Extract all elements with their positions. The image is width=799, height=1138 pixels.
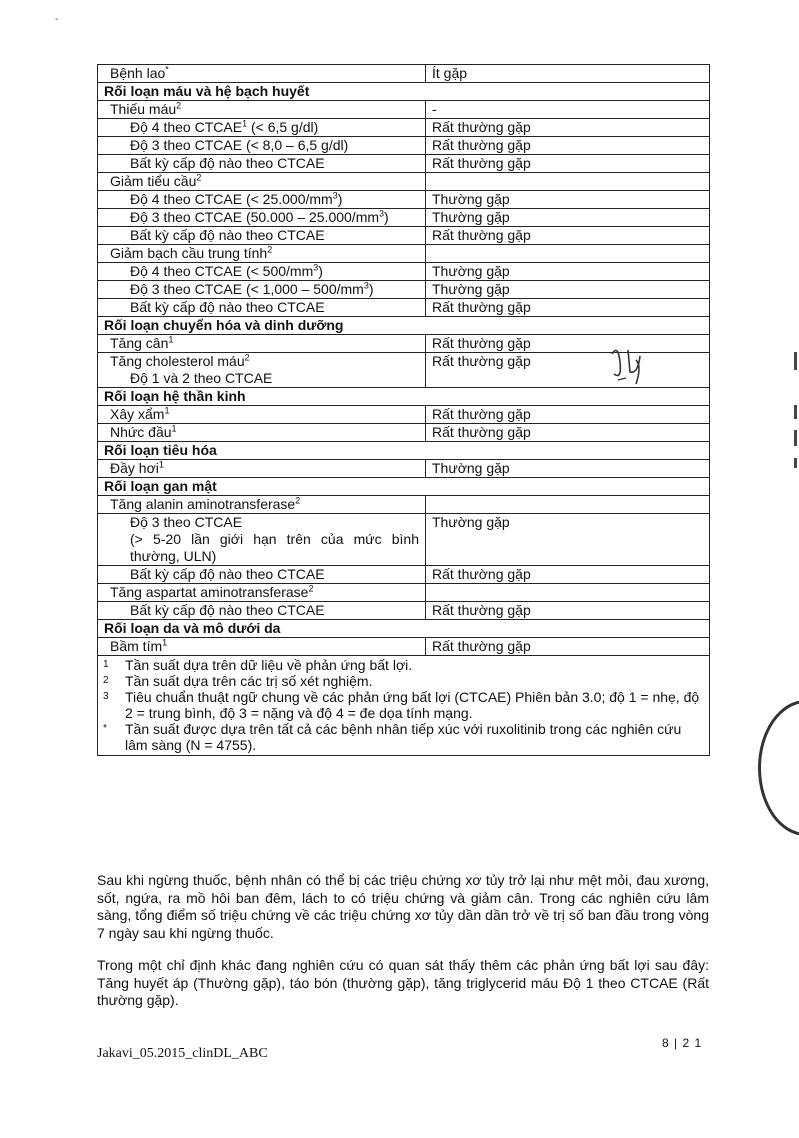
frequency-cell: Rất thường gặp	[426, 155, 710, 173]
reaction-label-text: Tăng alanin aminotransferase	[110, 496, 296, 512]
footnote-text: Tần suất dựa trên dữ liệu về phản ứng bất lợi.	[125, 657, 413, 673]
table-row	[98, 119, 710, 137]
handwritten-signature	[606, 340, 666, 390]
frequency-cell: Rất thường gặp	[426, 119, 710, 137]
reaction-label-text: Đầy hơi	[110, 460, 159, 476]
frequency-cell: Rất thường gặp	[426, 137, 710, 155]
reaction-label	[98, 263, 426, 281]
table-row	[98, 584, 710, 602]
adverse-reactions-table	[97, 64, 710, 756]
frequency-cell: Ít gặp	[426, 65, 710, 83]
section-heading: Rối loạn hệ thần kinh	[98, 388, 710, 406]
reaction-label	[98, 101, 426, 119]
table-row	[98, 281, 710, 299]
footnote-ref: 2	[196, 172, 202, 183]
reaction-label-suffix: )	[384, 209, 389, 225]
frequency-cell: Thường gặp	[426, 460, 710, 478]
table-row	[98, 173, 710, 191]
footnote-ref: 1	[168, 334, 174, 345]
paragraph-other-indication: Trong một chỉ định khác đang nghiên cứu có quan sát thấy thêm các phản ứng bất lợi sau đây: Tăng huyết áp (Thường gặp), táo bón (thường gặp), tăng triglycerid máu Độ 1 theo CTCAE (Rất thường gặp).	[97, 957, 709, 1008]
document-id: Jakavi_05.2015_clinDL_ABC	[97, 1046, 268, 1061]
section-row	[98, 388, 710, 406]
reaction-label	[98, 514, 426, 566]
section-heading: Rối loạn máu và hệ bạch huyết	[98, 83, 710, 101]
reaction-label	[98, 566, 426, 584]
footnote-ref: 3	[332, 190, 338, 201]
stamp-seal	[758, 700, 799, 836]
reaction-label	[98, 281, 426, 299]
footnote-ref: 2	[244, 352, 250, 363]
table-body	[98, 65, 710, 756]
frequency-cell	[426, 245, 710, 263]
section-row	[98, 83, 710, 101]
footnote	[100, 689, 705, 721]
table-row	[98, 424, 710, 442]
footnotes	[98, 656, 710, 756]
reaction-label-suffix: )	[368, 281, 374, 297]
reaction-sublabel: (> 5-20 lần giới hạn trên của mức bình thường, ULN)	[130, 531, 419, 564]
section-heading: Rối loạn gan mật	[98, 478, 710, 496]
frequency-cell: Rất thường gặp	[426, 227, 710, 245]
scan-edge-mark	[794, 405, 797, 419]
reaction-label-text: Độ 3 theo CTCAE (50.000 – 25.000/mm	[130, 209, 380, 225]
table-row	[98, 101, 710, 119]
frequency-cell: Thường gặp	[426, 514, 710, 566]
footnote-ref: 1	[164, 405, 170, 416]
reaction-label-text: Tăng aspartat aminotransferase	[110, 584, 309, 600]
reaction-label-text: Tăng cholesterol máu	[110, 353, 245, 369]
reaction-label	[98, 227, 426, 245]
footnote-ref: 3	[313, 262, 319, 273]
frequency-cell: Rất thường gặp	[426, 299, 710, 317]
frequency-cell: -	[426, 101, 710, 119]
footnotes-row	[98, 656, 710, 756]
frequency-cell: Thường gặp	[426, 263, 710, 281]
reaction-label-text: Bầm tím	[110, 638, 163, 654]
frequency-cell: Rất thường gặp	[426, 638, 710, 656]
footnote-mark: 1	[103, 659, 109, 670]
reaction-label-suffix: )	[318, 263, 323, 279]
table-row	[98, 602, 710, 620]
reaction-label	[98, 335, 426, 353]
reaction-label-text: Xây xẩm	[110, 406, 165, 422]
footnote-ref: 1	[158, 459, 164, 470]
reaction-label	[98, 155, 426, 173]
reaction-label-text: Độ 4 theo CTCAE (< 500/mm	[130, 263, 314, 279]
reaction-label	[98, 119, 426, 137]
section-heading: Rối loạn da và mô dưới da	[98, 620, 710, 638]
reaction-sublabel: Độ 1 và 2 theo CTCAE	[130, 370, 273, 386]
frequency-cell	[426, 496, 710, 514]
section-row	[98, 478, 710, 496]
paragraph-discontinuation: Sau khi ngừng thuốc, bệnh nhân có thể bị các triệu chứng xơ tủy trở lại như mệt mỏi, đau xương, sốt, ngứa, ra mồ hôi ban đêm, lách to có triệu chứng và giảm cân. Trong các nghiên cứu lâm sàng, tổng điểm số triệu chứng về các triệu chứng xơ tủy dần dần trở về trị số ban đầu trong vòng 7 ngày sau khi ngừng thuốc.	[97, 872, 709, 941]
frequency-cell: Rất thường gặp	[426, 602, 710, 620]
footnote-ref: 1	[162, 637, 168, 648]
reaction-label-text: Độ 3 theo CTCAE (< 8,0 – 6,5 g/dl)	[130, 137, 349, 153]
reaction-label	[98, 424, 426, 442]
reaction-label-text: Bệnh lao	[110, 65, 166, 81]
footnote-ref: 1	[242, 118, 248, 129]
reaction-label-text: Độ 4 theo CTCAE (< 25.000/mm	[130, 191, 333, 207]
frequency-cell: Thường gặp	[426, 191, 710, 209]
reaction-label-text: Thiếu máu	[110, 101, 177, 117]
reaction-label-text: Độ 4 theo CTCAE	[130, 119, 243, 135]
footnote-mark: 2	[103, 675, 109, 686]
reaction-label	[98, 460, 426, 478]
reaction-label-text: Độ 3 theo CTCAE	[130, 514, 243, 530]
reaction-label-text: Nhức đầu	[110, 424, 172, 440]
table-row	[98, 263, 710, 281]
reaction-label	[98, 584, 426, 602]
reaction-label	[98, 245, 426, 263]
reaction-label	[98, 65, 426, 83]
table-row	[98, 245, 710, 263]
reaction-label	[98, 353, 426, 388]
footnote-ref: 3	[379, 208, 385, 219]
reaction-label-text: Độ 3 theo CTCAE (< 1,000 – 500/mm	[130, 281, 364, 297]
reaction-label	[98, 137, 426, 155]
frequency-cell	[426, 173, 710, 191]
table-row	[98, 227, 710, 245]
reaction-label-text: Giảm bạch cầu trung tính	[110, 245, 268, 261]
reaction-label-text: Bất kỳ cấp độ nào theo CTCAE	[130, 566, 325, 582]
table-row	[98, 514, 710, 566]
table-row	[98, 566, 710, 584]
corner-mark: -	[55, 14, 59, 25]
reaction-label	[98, 299, 426, 317]
table-row	[98, 137, 710, 155]
frequency-cell: Rất thường gặp	[426, 353, 710, 388]
footnote-ref: 1	[171, 423, 177, 434]
footnote-ref: *	[165, 64, 169, 75]
footnote-ref: 2	[308, 583, 314, 594]
reaction-label-text: Bất kỳ cấp độ nào theo CTCAE	[130, 227, 325, 243]
footnote-mark: 3	[103, 691, 109, 702]
footnote-ref: 2	[295, 495, 301, 506]
footnote-text: Tần suất dựa trên các trị số xét nghiệm.	[125, 673, 373, 689]
frequency-cell: Rất thường gặp	[426, 566, 710, 584]
table-row	[98, 460, 710, 478]
table-row	[98, 155, 710, 173]
footnote-text: Tiêu chuẩn thuật ngữ chung về các phản ứng bất lợi (CTCAE) Phiên bản 3.0; độ 1 = nhẹ, độ 2 = trung bình, độ 3 = nặng và độ 4 = đe dọa tính mạng.	[125, 689, 700, 721]
table-row	[98, 209, 710, 227]
section-row	[98, 317, 710, 335]
table-row	[98, 65, 710, 83]
frequency-cell: Rất thường gặp	[426, 335, 710, 353]
reaction-label-text: Tăng cân	[110, 335, 169, 351]
frequency-cell: Rất thường gặp	[426, 424, 710, 442]
page-number: 8 | 2 1	[662, 1036, 703, 1050]
section-row	[98, 442, 710, 460]
scan-edge-mark	[794, 458, 797, 468]
scan-edge-mark	[794, 430, 797, 446]
reaction-label-text: Giảm tiểu cầu	[110, 173, 197, 189]
frequency-cell: Thường gặp	[426, 209, 710, 227]
reaction-label	[98, 496, 426, 514]
reaction-label-text: Bất kỳ cấp độ nào theo CTCAE	[130, 602, 325, 618]
table-row	[98, 638, 710, 656]
reaction-label	[98, 191, 426, 209]
reaction-label	[98, 173, 426, 191]
footnote	[100, 657, 705, 673]
footnote-mark: *	[103, 723, 107, 734]
reaction-label-suffix: (< 6,5 g/dl)	[247, 119, 319, 135]
footnote-text: Tần suất được dựa trên tất cả các bệnh nhân tiếp xúc với ruxolitinib trong các nghiên cứu lâm sàng (N = 4755).	[125, 721, 682, 753]
section-row	[98, 620, 710, 638]
reaction-label-text: Bất kỳ cấp độ nào theo CTCAE	[130, 299, 325, 315]
frequency-cell: Thường gặp	[426, 281, 710, 299]
reaction-label	[98, 406, 426, 424]
reaction-label	[98, 209, 426, 227]
table-row	[98, 191, 710, 209]
scan-edge-mark	[794, 352, 797, 370]
footnote-ref: 2	[176, 100, 182, 111]
footnote	[100, 673, 705, 689]
table-row	[98, 299, 710, 317]
reaction-label-suffix: )	[337, 191, 343, 207]
section-heading: Rối loạn chuyển hóa và dinh dưỡng	[98, 317, 710, 335]
table-row	[98, 496, 710, 514]
reaction-label-text: Bất kỳ cấp độ nào theo CTCAE	[130, 155, 325, 171]
table-row	[98, 406, 710, 424]
section-heading: Rối loạn tiêu hóa	[98, 442, 710, 460]
footnote-ref: 2	[267, 244, 273, 255]
footnote-ref: 3	[363, 280, 369, 291]
frequency-cell	[426, 584, 710, 602]
reaction-label	[98, 602, 426, 620]
reaction-label	[98, 638, 426, 656]
frequency-cell: Rất thường gặp	[426, 406, 710, 424]
footnote	[100, 721, 705, 753]
